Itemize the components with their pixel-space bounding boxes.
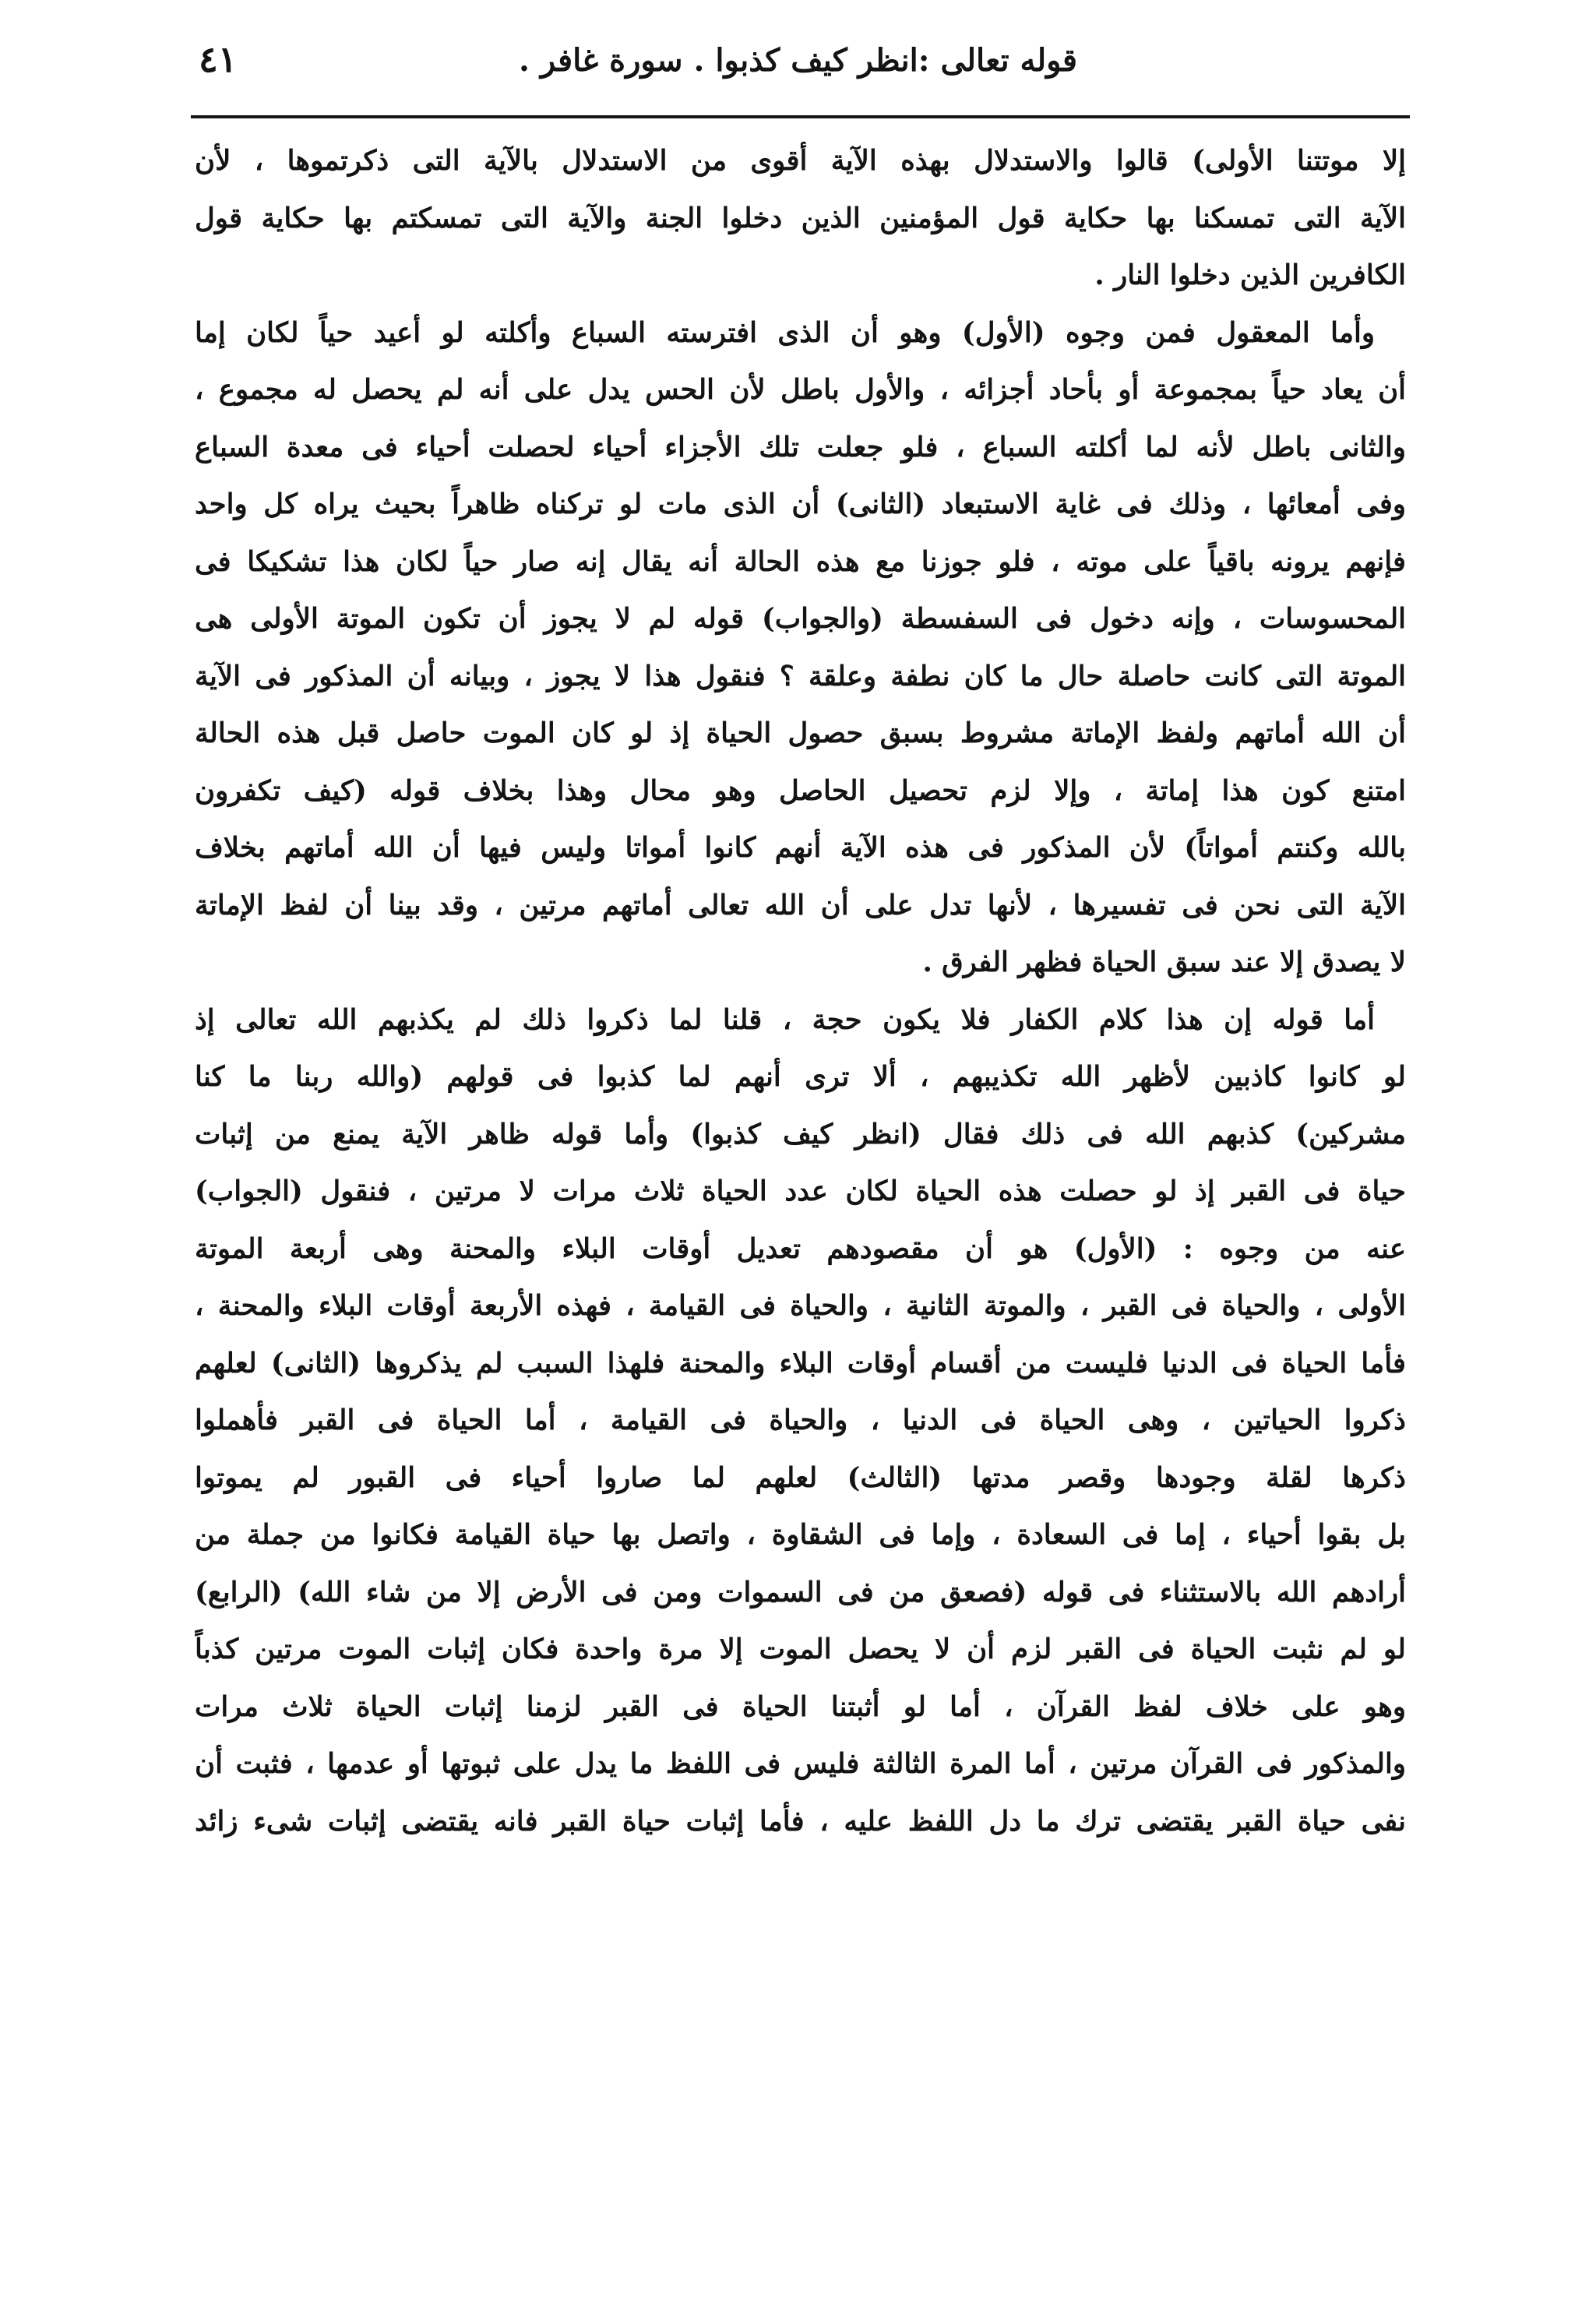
text-line: ذكروا الحياتين ، وهى الحياة فى الدنيا ، والحياة فى القيامة ، أما الحياة فى القبر فأهملوا xyxy=(195,1404,1406,1436)
text-line: فأما الحياة فى الدنيا فليست من أقسام أوقات البلاء والمحنة فلهذا السبب لم يذكروها (الثانى) لعلهم xyxy=(195,1347,1406,1380)
text-line: والثانى باطل لأنه لما أكلته السباع ، فلو جعلت تلك الأجزاء أحياء لحصلت أحياء فى معدة السباع xyxy=(195,431,1406,463)
text-line: بل بقوا أحياء ، إما فى السعادة ، وإما فى الشقاوة ، واتصل بها حياة القيامة فكانوا من جملة من xyxy=(195,1519,1406,1551)
text-line: إلا موتتنا الأولى) قالوا والاستدلال بهذه الآية أقوى من الاستدلال بالآية التى ذكرتموها ، لأن xyxy=(195,145,1406,177)
body-text xyxy=(195,132,1406,1850)
text-line: وفى أمعائها ، وذلك فى غاية الاستبعاد (الثانى) أن الذى مات لو تركناه ظاهراً بحيث يراه كل واحد xyxy=(195,488,1406,520)
text-line: أن يعاد حياً بمجموعة أو بأحاد أجزائه ، والأول باطل لأن الحس يدل على أنه لم يحصل له مجموع ، xyxy=(195,374,1406,406)
text-line: أما قوله إن هذا كلام الكفار فلا يكون حجة ، قلنا لما ذكروا ذلك لم يكذبهم الله تعالى إذ xyxy=(195,1003,1375,1036)
text-line: عنه من وجوه : (الأول) هو أن مقصودهم تعديل أوقات البلاء والمحنة وهى أربعة الموتة xyxy=(195,1232,1406,1265)
text-line: الأولى ، والحياة فى القبر ، والموتة الثانية ، والحياة فى القيامة ، فهذه الأربعة أوقات البلاء والمحنة ، xyxy=(195,1290,1406,1322)
text-line: الموتة التى كانت حاصلة حال ما كان نطفة وعلقة ؟ فنقول هذا لا يجوز ، وبيانه أن المذكور فى الآية xyxy=(195,660,1406,692)
text-line: أن الله أماتهم ولفظ الإماتة مشروط بسبق حصول الحياة إذ لو كان الموت حاصل قبل هذه الحالة xyxy=(195,717,1406,749)
text-line: مشركين) كذبهم الله فى ذلك فقال (انظر كيف كذبوا) وأما قوله ظاهر الآية يمنع من إثبات xyxy=(195,1118,1406,1150)
running-title: قوله تعالى :انظر كيف كذبوا . سورة غافر . xyxy=(519,42,1077,79)
text-line: الآية التى نحن فى تفسيرها ، لأنها تدل على أن الله تعالى أماتهم مرتين ، وقد بينا أن لفظ الإماتة xyxy=(195,889,1406,921)
text-line: والمذكور فى القرآن مرتين ، أما المرة الثالثة فليس فى اللفظ ما يدل على ثبوتها أو عدمها ، فثبت أن xyxy=(195,1748,1406,1780)
text-line: أرادهم الله بالاستثناء فى قوله (فصعق من فى السموات ومن فى الأرض إلا من شاء الله) (الرابع) xyxy=(195,1576,1406,1609)
text-line: لو كانوا كاذبين لأظهر الله تكذيبهم ، ألا ترى أنهم لما كذبوا فى قولهم (والله ربنا ما كنا xyxy=(195,1061,1406,1093)
text-line: لو لم نثبت الحياة فى القبر لزم أن لا يحصل الموت إلا مرة واحدة فكان إثبات الموت مرتين كذباً xyxy=(195,1633,1406,1665)
text-line: امتنع كون هذا إماتة ، وإلا لزم تحصيل الحاصل وهو محال وهذا بخلاف قوله (كيف تكفرون xyxy=(195,774,1406,807)
text-line: ذكرها لقلة وجودها وقصر مدتها (الثالث) لعلهم لما صاروا أحياء فى القبور لم يموتوا xyxy=(195,1461,1406,1494)
page-number: ٤١ xyxy=(199,38,238,80)
header-rule xyxy=(191,115,1410,118)
text-line: بالله وكنتم أمواتاً) لأن المذكور فى هذه الآية أنهم كانوا أمواتا وليس فيها أن الله أماتهم بخلاف xyxy=(195,832,1406,864)
text-line: الكافرين الذين دخلوا النار . xyxy=(1094,259,1406,291)
text-line: لا يصدق إلا عند سبق الحياة فظهر الفرق . xyxy=(922,946,1406,978)
text-line: فإنهم يرونه باقياً على موته ، فلو جوزنا مع هذه الحالة أنه يقال إنه صار حياً لكان هذا تشكيكا فى xyxy=(195,545,1406,578)
text-line: وأما المعقول فمن وجوه (الأول) وهو أن الذى افترسته السباع وأكلته لو أعيد حياً لكان إما xyxy=(195,316,1375,349)
text-line: حياة فى القبر إذ لو حصلت هذه الحياة لكان عدد الحياة ثلاث مرات لا مرتين ، فنقول (الجواب) xyxy=(195,1175,1406,1207)
text-line: نفى حياة القبر يقتضى ترك ما دل اللفظ عليه ، فأما إثبات حياة القبر فانه يقتضى إثبات شىء زائد xyxy=(195,1805,1406,1838)
text-line: الآية التى تمسكنا بها حكاية قول المؤمنين الذين دخلوا الجنة والآية التى تمسكتم بها حكاية قول xyxy=(195,202,1406,234)
text-line: وهو على خلاف لفظ القرآن ، أما لو أثبتنا الحياة فى القبر لزمنا إثبات الحياة ثلاث مرات xyxy=(195,1690,1406,1723)
text-line: المحسوسات ، وإنه دخول فى السفسطة (والجواب) قوله لم لا يجوز أن تكون الموتة الأولى هى xyxy=(195,603,1406,635)
